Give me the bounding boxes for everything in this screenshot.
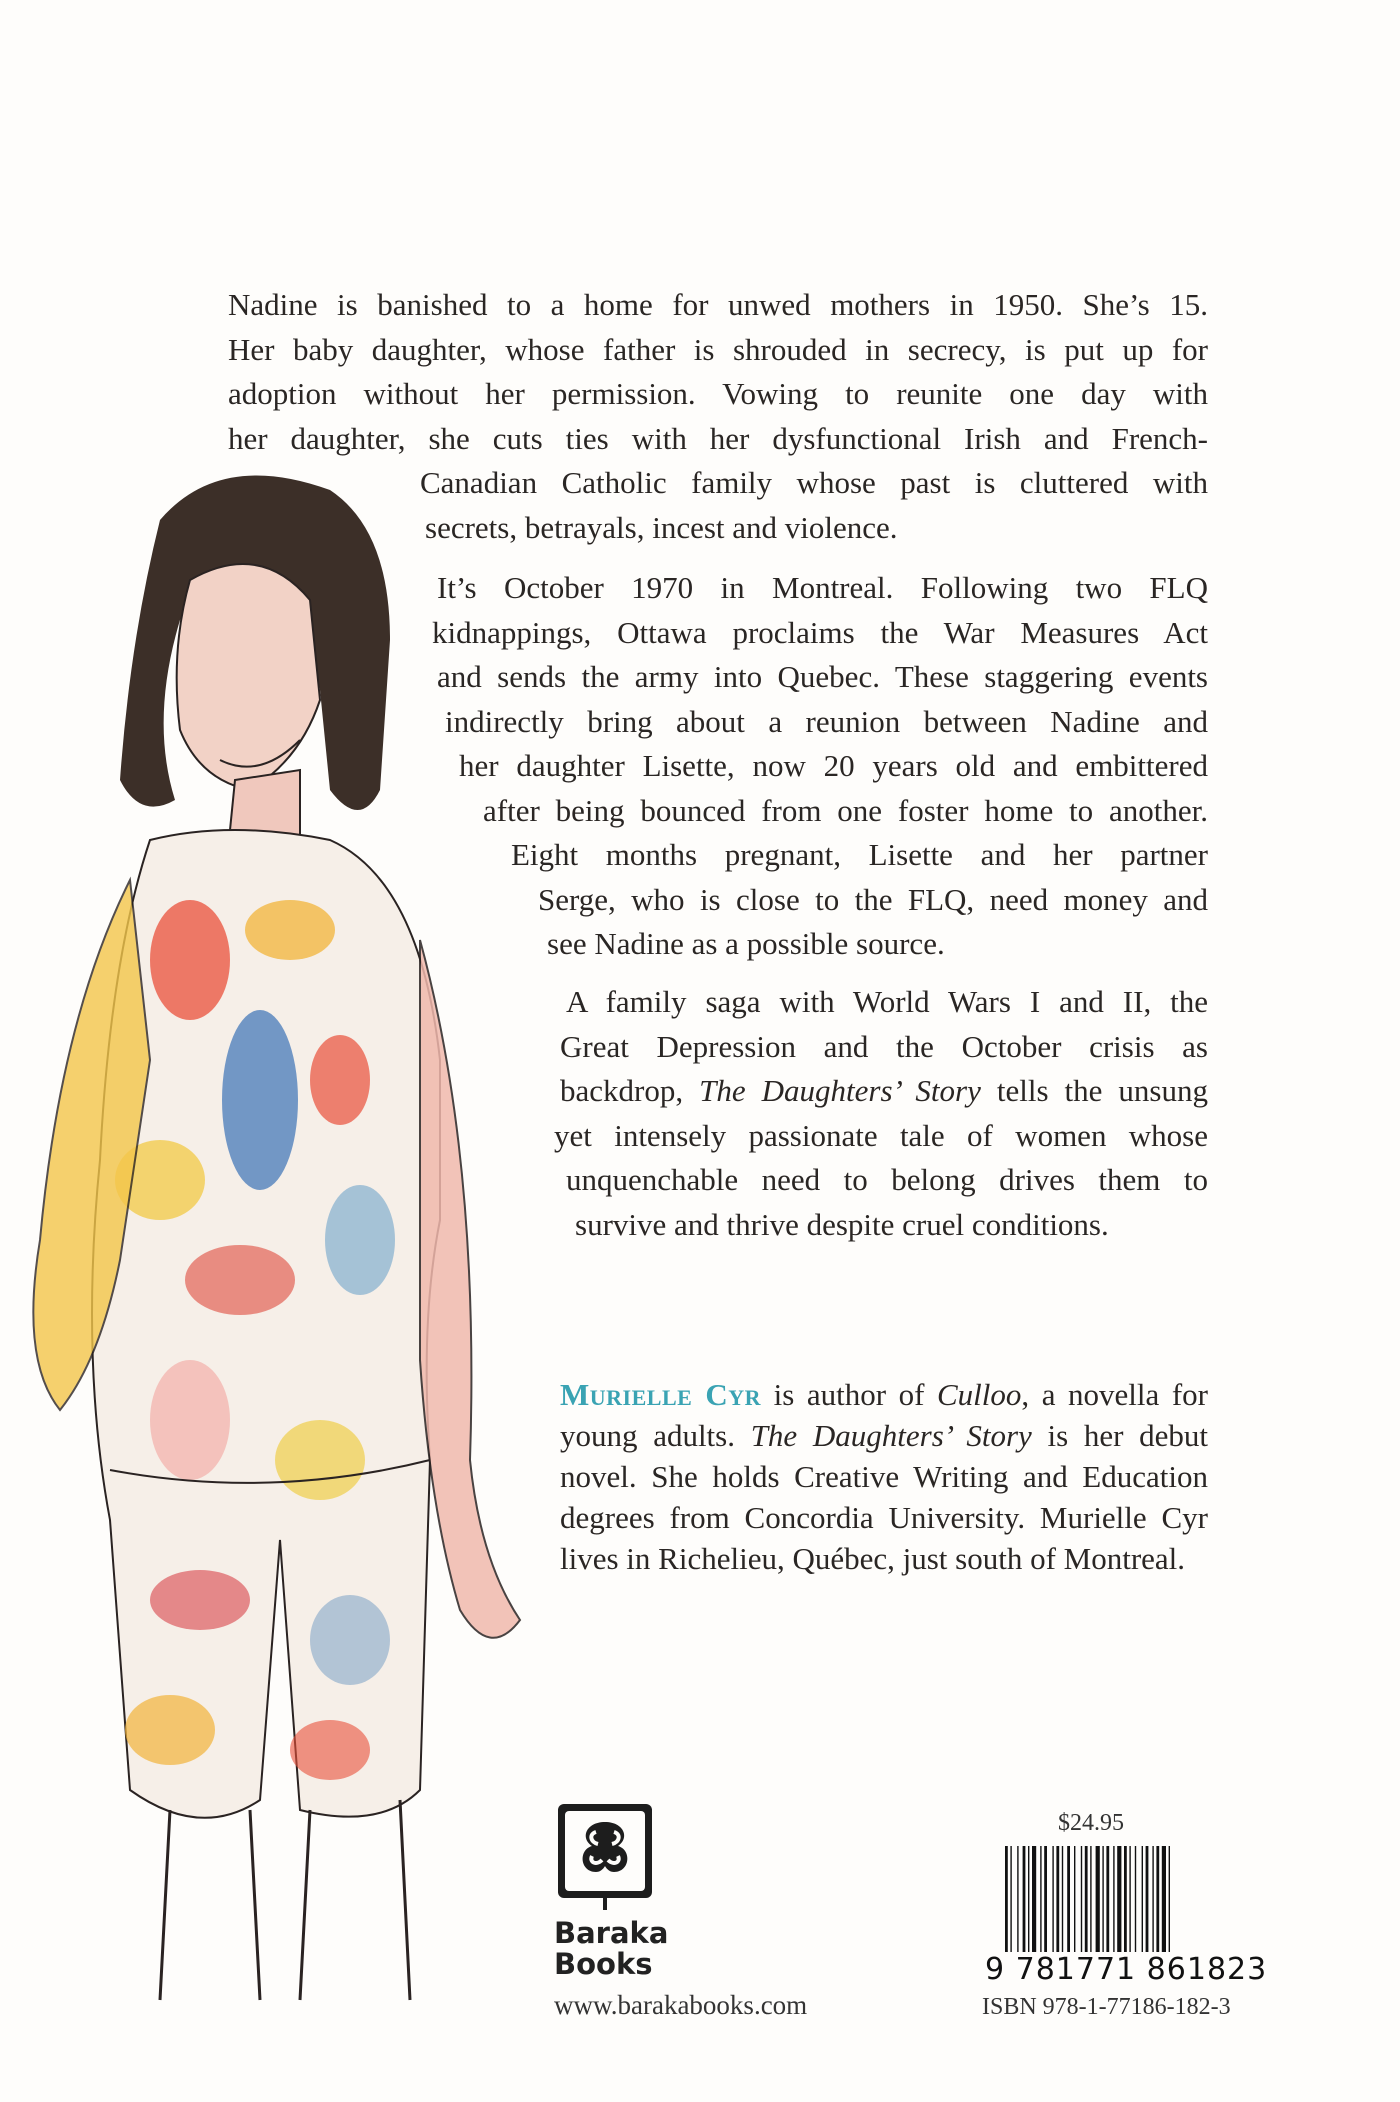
- blurb-line: her daughter Lisette, now 20 years old and embittered: [459, 748, 1208, 783]
- blurb-line: Her baby daughter, whose father is shrouded in secrecy, is put up for: [228, 331, 1208, 367]
- barcode: [1003, 1846, 1209, 1968]
- barcode-bar: [1090, 1846, 1091, 1952]
- author-text: , a novella for: [1021, 1377, 1208, 1412]
- barcode-bar: [1146, 1846, 1149, 1952]
- blurb-line: and sends the army into Quebec. These staggering events: [437, 659, 1208, 694]
- author-line: novel. She holds Creative Writing and Education: [560, 1459, 1208, 1494]
- blurb-line: secrets, betrayals, incest and violence.: [425, 509, 898, 545]
- barcode-bar: [1005, 1846, 1008, 1952]
- publisher-url[interactable]: www.barakabooks.com: [554, 1990, 808, 2020]
- blurb-line: unquenchable need to belong drives them to: [566, 1162, 1208, 1197]
- barcode-bar: [1117, 1846, 1121, 1952]
- price: $24.95: [1058, 1810, 1124, 1836]
- barcode-bar: [1152, 1846, 1153, 1952]
- barcode-bar: [1113, 1846, 1114, 1952]
- blurb-line: Serge, who is close to the FLQ, need money and: [538, 881, 1208, 917]
- blurb-text: backdrop,: [560, 1073, 700, 1108]
- blurb-line: [560, 1069, 1208, 1114]
- blurb-line: yet intensely passionate tale of women whose: [554, 1117, 1208, 1153]
- blurb-paragraph-2: [432, 566, 1208, 967]
- barcode-bar: [1135, 1846, 1136, 1952]
- barcode-number: 9 781771 861823: [985, 1952, 1268, 1987]
- blurb-paragraph-3: [554, 980, 1208, 1247]
- barcode-bar: [1062, 1846, 1063, 1952]
- blurb-line: Nadine is banished to a home for unwed mothers in 1950. She’s 15.: [228, 287, 1208, 322]
- blurb-line: Canadian Catholic family whose past is cluttered with: [420, 465, 1208, 500]
- baraka-books-logo: [556, 1802, 654, 1912]
- publisher-name: [554, 1918, 668, 1980]
- barcode-bar: [1040, 1846, 1041, 1952]
- blurb-line: see Nadine as a possible source.: [547, 926, 945, 961]
- blurb-line: survive and thrive despite cruel conditions.: [575, 1206, 1109, 1242]
- blurb-line: her daughter, she cuts ties with her dysfunctional Irish and French-: [228, 420, 1208, 456]
- barcode-bar: [1044, 1846, 1047, 1952]
- blurb-text: tells the unsung: [980, 1073, 1208, 1108]
- blurb-line: Eight months pregnant, Lisette and her partner: [511, 837, 1208, 872]
- barcode-bar: [1081, 1846, 1082, 1952]
- author-line: degrees from Concordia University. Murielle Cyr: [560, 1500, 1208, 1535]
- author-text: is her debut: [1031, 1418, 1208, 1453]
- barcode-bar: [1023, 1846, 1026, 1952]
- barcode-bar: [1032, 1846, 1036, 1952]
- publisher-name-line2: Books: [554, 1947, 653, 1981]
- book-title: The Daughters’ Story: [699, 1073, 981, 1108]
- author-line: [560, 1415, 1208, 1456]
- author-line: lives in Richelieu, Québec, just south of Montreal.: [560, 1541, 1186, 1576]
- isbn: ISBN 978-1-77186-182-3: [982, 1994, 1231, 2020]
- barcode-bar: [1169, 1846, 1170, 1952]
- blurb-line: kidnappings, Ottawa proclaims the War Measures Act: [432, 614, 1208, 650]
- barcode-bar: [1017, 1846, 1018, 1952]
- author-line: [560, 1374, 1208, 1415]
- blurb-line: indirectly bring about a reunion between Nadine and: [445, 703, 1208, 739]
- barcode-bar: [1074, 1846, 1075, 1952]
- author-name: Murielle Cyr: [560, 1377, 762, 1412]
- blurb-line: after being bounced from one foster home to another.: [483, 792, 1208, 828]
- barcode-bar: [1052, 1846, 1053, 1952]
- barcode-bar: [1096, 1846, 1100, 1952]
- barcode-bar: [1010, 1846, 1011, 1952]
- book-title: The Daughters’ Story: [750, 1418, 1032, 1453]
- barcode-bar: [1067, 1846, 1070, 1952]
- barcode-bar: [1085, 1846, 1088, 1952]
- barcode-bar: [1129, 1846, 1130, 1952]
- author-text: is author of: [761, 1377, 937, 1412]
- publisher-name-line1: Baraka: [554, 1916, 669, 1950]
- blurb-line: A family saga with World Wars I and II, the: [566, 984, 1208, 1019]
- author-text: young adults.: [560, 1418, 751, 1453]
- barcode-bar: [1156, 1846, 1159, 1952]
- barcode-bar: [1102, 1846, 1103, 1952]
- book-title: Culloo: [936, 1377, 1022, 1412]
- barcode-bar: [1142, 1846, 1143, 1952]
- barcode-bar: [1028, 1846, 1029, 1952]
- barcode-bar: [1056, 1846, 1059, 1952]
- blurb-paragraph-1: [228, 283, 1208, 550]
- blurb-line: adoption without her permission. Vowing to reunite one day with: [228, 376, 1208, 411]
- blurb-line: Great Depression and the October crisis as: [560, 1028, 1208, 1064]
- author-bio: [560, 1374, 1208, 1579]
- barcode-bar: [1106, 1846, 1109, 1952]
- barcode-bar: [1124, 1846, 1127, 1952]
- blurb-line: It’s October 1970 in Montreal. Following two FLQ: [437, 570, 1208, 605]
- barcode-bar: [1162, 1846, 1166, 1952]
